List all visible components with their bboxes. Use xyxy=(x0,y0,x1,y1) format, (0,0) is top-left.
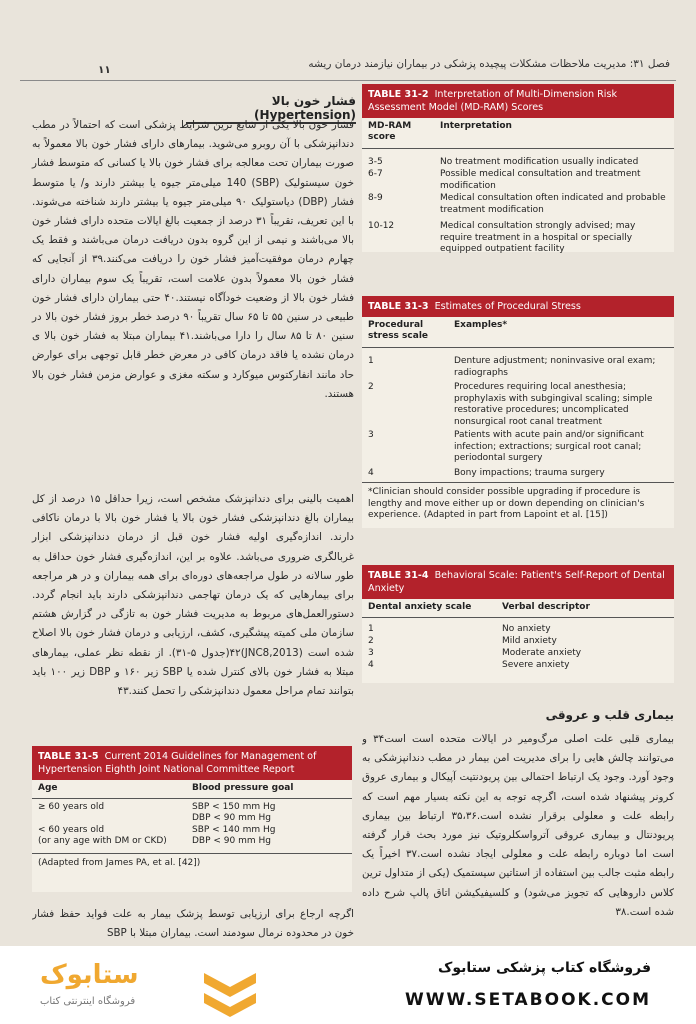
table-31-2-title: Interpretation of Multi-Dimension Risk Assessment Model (MD-RAM) Scores xyxy=(368,89,618,113)
table-31-4-header xyxy=(362,599,674,618)
table-31-2-header xyxy=(362,118,674,149)
table-31-2-row4-text: Medical consultation strongly advised; may require treatment in a hospital or specially equipped outpatient facility xyxy=(440,221,636,254)
hypertension-paragraph-3: اگرچه ارجاع برای ارزیابی توسط پزشک بیمار به علت فواید حفظ فشار خون در محدوده نرمال سودمند است. بیماران مبتلا با SBP xyxy=(32,908,354,940)
table-31-2-row3-text: Medical consultation often indicated and probable treatment modification xyxy=(440,193,666,215)
table-31-4-row1-scale: 1 xyxy=(368,624,374,634)
table-31-2-row3-score: 8-9 xyxy=(368,193,383,203)
table-row xyxy=(362,636,674,648)
table-31-5-footnote: (Adapted from James PA, et al. [42]) xyxy=(32,853,352,874)
table-row xyxy=(32,802,352,825)
table-31-2-caption xyxy=(362,84,674,118)
table-31-5-row1-dbp: DBP < 90 mm Hg xyxy=(192,813,271,823)
table-31-5-title: Current 2014 Guidelines for Management of Hypertension Eighth Joint National Committee Report xyxy=(38,751,317,775)
table-31-4-row2-text: Mild anxiety xyxy=(502,636,557,646)
table-31-5-caption xyxy=(32,746,352,780)
table-31-3-col-scale: Procedural stress scale xyxy=(368,320,429,341)
table-31-4-row3-scale: 3 xyxy=(368,648,374,658)
table-31-5-row1-sbp: SBP < 150 mm Hg xyxy=(192,802,276,812)
table-31-3 xyxy=(362,296,674,528)
brand-chevron-icon xyxy=(200,965,260,1019)
table-31-4-row1-text: No anxiety xyxy=(502,624,551,634)
table-31-3-row2-scale: 2 xyxy=(368,382,374,392)
table-31-3-row4-text: Bony impactions; trauma surgery xyxy=(454,468,605,478)
table-31-5-row2-age: < 60 years old xyxy=(38,825,105,835)
store-url-link[interactable]: WWW.SETABOOK.COM xyxy=(405,990,651,1010)
table-31-2-col-score: MD-RAM score xyxy=(368,121,412,142)
table-31-2 xyxy=(362,84,674,252)
table-31-4 xyxy=(362,565,674,683)
table-31-2-row1-text: No treatment modification usually indicated xyxy=(440,157,639,167)
hypertension-paragraph-2: اهمیت بالینی برای دندانپزشک مشخص است، زیرا حداقل ۱۵ درصد از کل بیماران بالغ دندانپزشکی فشار خون بالا یا فشار خون بالا با درمان ناکافی دارند. اندازه‌گیری اولیه فشار خون قبل از درمان دندانپزشکی ابزار غربالگری ضروری می‌باشد. علاوه بر این، اندازه‌گیری فشار خون حداقل به طور سالانه در طول مراجعه‌های دوره‌ای برای همه بیماران و در هر مراجعه برای بیمارهایی که یک درمان تهاجمی دندانپزشکی دارند باید انجام گردد. دستورالعمل‌های مربوط به مدیریت فشار خون به تازگی در گزارش هشتم سازمان ملی کمیته پیشگیری، کشف، ارزیابی و درمان فشار خون بالا اصلاح شده است (JNC8,2013)۴۲(جدول ۵-۳۱). از نقطه نظر عملی، بیمارهای مبتلا به فشار خون بالای کنترل شده یا SBP زیر ۱۶۰ و DBP زیر ۱۰۰ باید بتوانند تمام مراحل معمول دندانپزشکی را تحمل کنند.۴۳ xyxy=(32,493,355,698)
table-31-4-title: Behavioral Scale: Patient's Self-Report of Dental Anxiety xyxy=(368,570,665,594)
table-row xyxy=(362,157,674,169)
brand-logo-subtitle: فروشگاه اینترنتی کتاب xyxy=(40,996,136,1007)
table-31-2-row2-text: Possible medical consultation and treatment modification xyxy=(440,169,641,191)
table-31-3-row1-scale: 1 xyxy=(368,356,374,366)
table-31-4-row4-text: Severe anxiety xyxy=(502,660,570,670)
table-31-5-header xyxy=(32,780,352,799)
table-31-3-row1-text: Denture adjustment; noninvasive oral exam; radiographs xyxy=(454,356,656,378)
store-name: فروشگاه کتاب پزشکی ستابوک xyxy=(438,960,651,976)
table-row xyxy=(362,169,674,193)
hypertension-paragraph-1: فشار خون بالا یکی از شایع ترین شرایط پزشکی است که احتمالاً در مطب دندانپزشکی با آن روبرو می‌شوید. بیمارهای دارای فشار خون بالا معمولاً به صورت بیماران تحت معالجه برای فشار خون بالا یا کسانی که متوسط فشار خون سیستولیک (SBP) 140 میلی‌متر جیوه یا بیشتر دارند و/ یا متوسط فشار (DBP) دیاستولیک ۹۰ میلی‌متر جیوه یا بیشتر دارند شناخته می‌شوند. با این تعریف، تقریباً ۳۱ درصد از جمعیت بالغ ایالات متحده دارای فشار خون بالا می‌باشند و نیمی از این گروه بدون دریافت درمان می‌باشند و فقط یک چهارم درمان موفقیت‌آمیز فشار خون را دریافت می‌کنند.۳۹ از آنجایی که فشار خون بالا معمولاً بدون علامت است، تقریباً یک سوم بیماران دارای فشار خون بالا از وضعیت خودآگاه نیستند.۴۰ حتی بیماران دارای فشار خون طبیعی در سنین ۵۵ تا ۶۵ سال تقریباً ۹۰ درصد خطر بروز فشار خون بالا در سنین ۸۰ تا ۸۵ سال را دارا می‌باشند.۴۱ بیماران مبتلا به فشار خون بالا ی درمان نشده یا فاقد درمان کافی در معرض خطر قابل توجهی برای عوارض حاد مانند انفارکتوس میوکارد و سکته مغزی و عوارض مزمن فشار خون بالا هستند. xyxy=(32,119,354,400)
table-31-2-row2-score: 6-7 xyxy=(368,169,383,179)
running-header xyxy=(20,50,676,81)
table-31-3-row4-scale: 4 xyxy=(368,468,374,478)
table-row xyxy=(362,624,674,636)
table-31-3-row3-scale: 3 xyxy=(368,430,374,440)
page-number: ۱۱ xyxy=(98,64,111,76)
table-31-5-row2-sbp: SBP < 140 mm Hg xyxy=(192,825,276,835)
table-row xyxy=(362,221,674,257)
table-31-4-row2-scale: 2 xyxy=(368,636,374,646)
table-row xyxy=(362,660,674,672)
table-31-3-caption xyxy=(362,296,674,317)
table-row xyxy=(362,468,674,482)
table-row xyxy=(362,356,674,382)
table-31-2-row1-score: 3-5 xyxy=(368,157,383,167)
table-31-4-caption xyxy=(362,565,674,599)
table-31-3-title: Estimates of Procedural Stress xyxy=(434,301,581,312)
table-31-2-col-interpretation: Interpretation xyxy=(440,121,512,131)
cardio-heading: بیماری قلب و عروقی xyxy=(545,708,674,722)
table-31-5-col-age: Age xyxy=(38,783,58,793)
table-31-5-col-goal: Blood pressure goal xyxy=(192,783,294,793)
table-31-3-header xyxy=(362,317,674,348)
table-31-3-row3-text: Patients with acute pain and/or significant infection; extractions; surgical root canal; periodontal surgery xyxy=(454,430,644,463)
table-row xyxy=(362,193,674,221)
table-31-5-row2-dbp: DBP < 90 mm Hg xyxy=(192,836,271,846)
hypertension-heading: فشار خون بالا (Hypertension) xyxy=(186,94,356,124)
chapter-title: فصل ۳۱: مدیریت ملاحظات مشکلات پیچیده پزشکی در بیماران نیازمند درمان ریشه xyxy=(308,58,670,70)
table-31-4-col-scale: Dental anxiety scale xyxy=(368,602,472,612)
table-31-2-number: TABLE 31-2 xyxy=(368,89,429,100)
table-31-3-row2-text: Procedures requiring local anesthesia; prophylaxis with subgingival scaling; simple restorative procedures; uncomplicated nonsurgical root canal treatment xyxy=(454,382,653,427)
table-row xyxy=(362,430,674,468)
table-row xyxy=(32,825,352,849)
table-31-2-row4-score: 10-12 xyxy=(368,221,395,231)
table-31-3-col-examples: Examples* xyxy=(454,320,508,330)
table-31-4-row3-text: Moderate anxiety xyxy=(502,648,582,658)
table-31-5-number: TABLE 31-5 xyxy=(38,751,99,762)
brand-logo-text: ستابوک xyxy=(40,960,139,990)
table-31-4-col-descriptor: Verbal descriptor xyxy=(502,602,590,612)
table-31-3-number: TABLE 31-3 xyxy=(368,301,429,312)
table-31-3-footnote: *Clinician should consider possible upgrading if procedure is lengthy and move either up or down depending on clinician's experience. (Adapted in part from Lapoint et al. [15]) xyxy=(362,482,674,526)
table-31-4-number: TABLE 31-4 xyxy=(368,570,429,581)
table-31-5-row2-age-note: (or any age with DM or CKD) xyxy=(38,836,167,846)
table-31-5-row1-age: ≥ 60 years old xyxy=(38,802,105,812)
table-row xyxy=(362,382,674,430)
table-31-4-row4-scale: 4 xyxy=(368,660,374,670)
table-row xyxy=(362,648,674,660)
table-31-5 xyxy=(32,746,352,892)
cardio-paragraph: بیماری قلبی علت اصلی مرگ‌ومیر در ایالات متحده است است۳۴ و می‌توانند چالش هایی را برای مدیریت امن بیمار در مطب دندانپزشکی به وجود آورد. وجود یک ارتباط احتمالی بین پریودنتیت آپیکال و بیماری عروق کرونر پیشنهاد شده است، اگرچه توجه به این نکته بسیار مهم است که رابطه علت و معلولی برقرار نشده است.۳۵،۳۶ ارتباط بین بیماری پریودنتال و بیماری عروقی آترواسکلروتیک نیز مورد بحث قرار گرفته است اما دوباره رابطه علت و معلولی ایجاد نشده است.۳۷ اخیراً یک رابطه مثبت جالب بین استفاده از استاتین سیستمیک (یکی از متداول ترین کلاس داروهایی که تجویز می‌شود) و کلسیفیکیشن اتاق پالپ شرح داده شده است.۳۸ xyxy=(362,733,674,918)
